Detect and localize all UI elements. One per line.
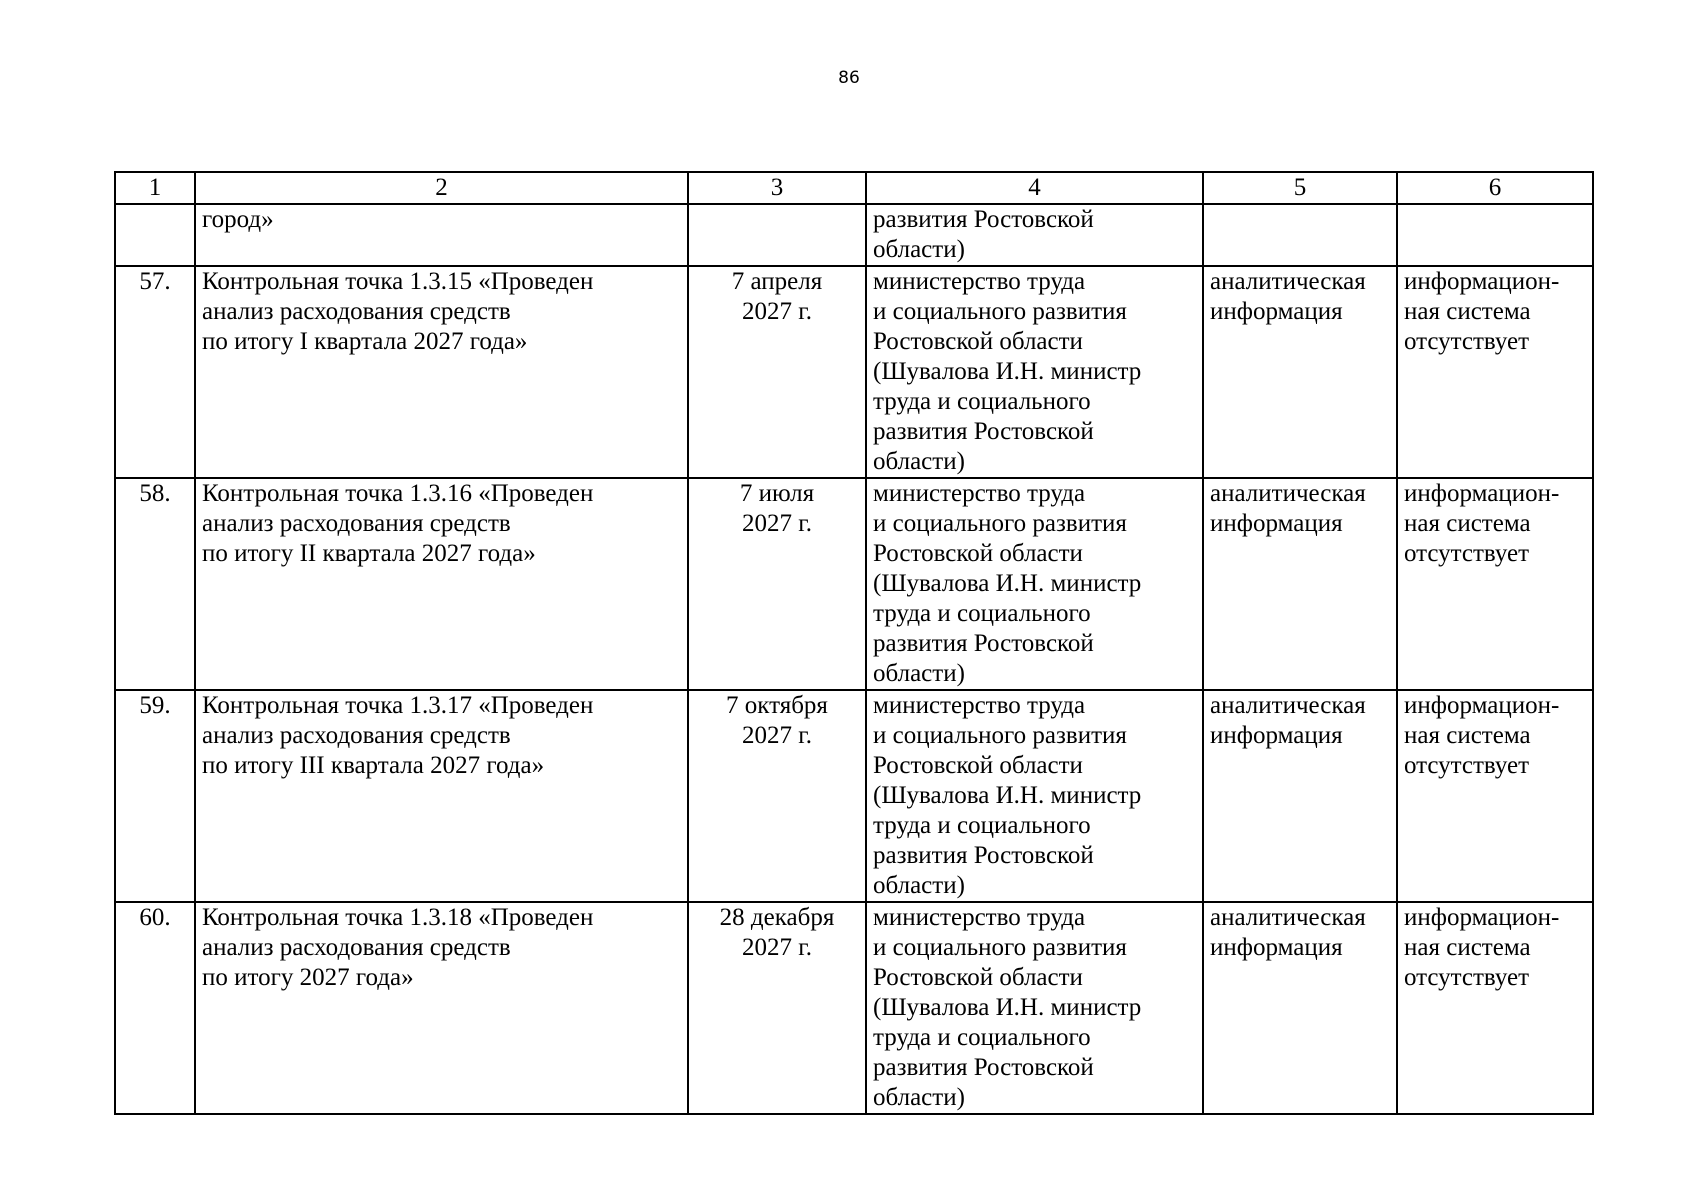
cell-text-line: области)	[873, 448, 965, 475]
cell-text-line: ная система	[1404, 934, 1531, 961]
table-body	[115, 204, 1593, 1114]
cell-text-line: отсутствует	[1404, 328, 1530, 355]
control-points-table	[114, 171, 1594, 1115]
cell-text-line: анализ расходования средств	[202, 510, 511, 537]
document-type-cell	[1203, 690, 1397, 902]
cell-text-line: области)	[873, 660, 965, 687]
information-system-cell	[1397, 204, 1593, 266]
cell-text-line: и социального развития	[873, 298, 1127, 325]
cell-text-line: (Шувалова И.Н. министр	[873, 782, 1142, 809]
cell-text-line: развития Ростовской	[873, 1054, 1094, 1081]
cell-text-line: развития Ростовской	[873, 630, 1094, 657]
control-point-title-cell	[195, 902, 688, 1114]
cell-text-line: 7 июля	[739, 480, 815, 507]
cell-text-line: информация	[1210, 298, 1343, 325]
row-number-cell	[115, 902, 195, 1114]
cell-text-line: 2027 г.	[742, 934, 812, 961]
cell-text-line: 60.	[139, 904, 171, 931]
deadline-date-cell	[688, 266, 866, 478]
cell-text-line: аналитическая	[1210, 692, 1366, 719]
cell-text-line: Ростовской области	[873, 328, 1083, 355]
cell-text-line: анализ расходования средств	[202, 298, 511, 325]
cell-text-line: по итогу I квартала 2027 года»	[202, 328, 528, 355]
cell-text-line: отсутствует	[1404, 752, 1530, 779]
cell-text-line: анализ расходования средств	[202, 934, 511, 961]
row-number-cell	[115, 690, 195, 902]
deadline-date-cell	[688, 690, 866, 902]
cell-text-line: ная система	[1404, 722, 1531, 749]
responsible-executor-cell	[866, 902, 1203, 1114]
control-point-title-cell	[195, 266, 688, 478]
cell-text-line: 7 апреля	[731, 268, 823, 295]
cell-text-line: Контрольная точка 1.3.15 «Проведен	[202, 268, 594, 295]
cell-text-line: Контрольная точка 1.3.18 «Проведен	[202, 904, 594, 931]
cell-text-line: развития Ростовской	[873, 206, 1094, 233]
cell-text-line: отсутствует	[1404, 540, 1530, 567]
cell-text-line: труда и социального	[873, 388, 1091, 415]
cell-text-line: труда и социального	[873, 812, 1091, 839]
cell-text-line: развития Ростовской	[873, 842, 1094, 869]
cell-text-line: Ростовской области	[873, 964, 1083, 991]
page-number: 86	[838, 68, 860, 88]
table-row	[115, 478, 1593, 690]
cell-text-line: ная система	[1404, 510, 1531, 537]
cell-text-line: (Шувалова И.Н. министр	[873, 358, 1142, 385]
cell-text-line: 7 октября	[726, 692, 828, 719]
row-number-cell	[115, 204, 195, 266]
cell-text-line: и социального развития	[873, 722, 1127, 749]
cell-text-line: и социального развития	[873, 934, 1127, 961]
cell-text-line: информацион-	[1404, 268, 1560, 295]
cell-text-line: области)	[873, 872, 965, 899]
information-system-cell	[1397, 266, 1593, 478]
cell-text-line: информация	[1210, 510, 1343, 537]
cell-text-line: по итогу 2027 года»	[202, 964, 414, 991]
cell-text-line: 2027 г.	[742, 510, 812, 537]
cell-text-line: информацион-	[1404, 692, 1560, 719]
cell-text-line: 28 декабря	[719, 904, 835, 931]
cell-text-line: развития Ростовской	[873, 418, 1094, 445]
cell-text-line: город»	[202, 206, 274, 233]
column-number-5: 5	[1203, 172, 1397, 204]
responsible-executor-cell	[866, 478, 1203, 690]
cell-text-line: анализ расходования средств	[202, 722, 511, 749]
cell-text-line: и социального развития	[873, 510, 1127, 537]
information-system-cell	[1397, 902, 1593, 1114]
cell-text-line: Ростовской области	[873, 752, 1083, 779]
cell-text-line: труда и социального	[873, 1024, 1091, 1051]
row-number-cell	[115, 266, 195, 478]
cell-text-line: 57.	[139, 268, 171, 295]
cell-text-line: информация	[1210, 722, 1343, 749]
column-number-4: 4	[866, 172, 1203, 204]
cell-text-line: отсутствует	[1404, 964, 1530, 991]
cell-text-line: (Шувалова И.Н. министр	[873, 570, 1142, 597]
responsible-executor-cell	[866, 266, 1203, 478]
document-type-cell	[1203, 902, 1397, 1114]
table-row	[115, 690, 1593, 902]
cell-text-line: информацион-	[1404, 904, 1560, 931]
table-row	[115, 902, 1593, 1114]
cell-text-line: информация	[1210, 934, 1343, 961]
column-number-1: 1	[115, 172, 195, 204]
cell-text-line: Контрольная точка 1.3.17 «Проведен	[202, 692, 594, 719]
cell-text-line: по итогу III квартала 2027 года»	[202, 752, 545, 779]
table-row	[115, 266, 1593, 478]
column-number-row	[115, 172, 1593, 204]
cell-text-line: по итогу II квартала 2027 года»	[202, 540, 536, 567]
cell-text-line: области)	[873, 236, 965, 263]
cell-text-line: аналитическая	[1210, 480, 1366, 507]
cell-text-line: министерство труда	[873, 904, 1086, 931]
column-number-3: 3	[688, 172, 866, 204]
continuation-row	[115, 204, 1593, 266]
cell-text-line: министерство труда	[873, 268, 1086, 295]
row-number-cell	[115, 478, 195, 690]
cell-text-line: аналитическая	[1210, 268, 1366, 295]
cell-text-line: ная система	[1404, 298, 1531, 325]
information-system-cell	[1397, 478, 1593, 690]
cell-text-line: труда и социального	[873, 600, 1091, 627]
cell-text-line: информацион-	[1404, 480, 1560, 507]
document-type-cell	[1203, 266, 1397, 478]
cell-text-line: области)	[873, 1084, 965, 1111]
cell-text-line: 58.	[139, 480, 171, 507]
deadline-date-cell	[688, 204, 866, 266]
cell-text-line: министерство труда	[873, 692, 1086, 719]
deadline-date-cell	[688, 478, 866, 690]
responsible-executor-cell	[866, 690, 1203, 902]
cell-text-line: 2027 г.	[742, 298, 812, 325]
cell-text-line: Ростовской области	[873, 540, 1083, 567]
control-point-title-cell	[195, 690, 688, 902]
column-number-6: 6	[1397, 172, 1593, 204]
cell-text-line: аналитическая	[1210, 904, 1366, 931]
responsible-executor-cell	[866, 204, 1203, 266]
cell-text-line: 2027 г.	[742, 722, 812, 749]
control-point-title-cell	[195, 204, 688, 266]
cell-text-line: (Шувалова И.Н. министр	[873, 994, 1142, 1021]
cell-text-line: Контрольная точка 1.3.16 «Проведен	[202, 480, 594, 507]
information-system-cell	[1397, 690, 1593, 902]
column-number-2: 2	[195, 172, 688, 204]
cell-text-line: министерство труда	[873, 480, 1086, 507]
deadline-date-cell	[688, 902, 866, 1114]
cell-text-line: 59.	[139, 692, 171, 719]
document-type-cell	[1203, 478, 1397, 690]
control-point-title-cell	[195, 478, 688, 690]
document-type-cell	[1203, 204, 1397, 266]
